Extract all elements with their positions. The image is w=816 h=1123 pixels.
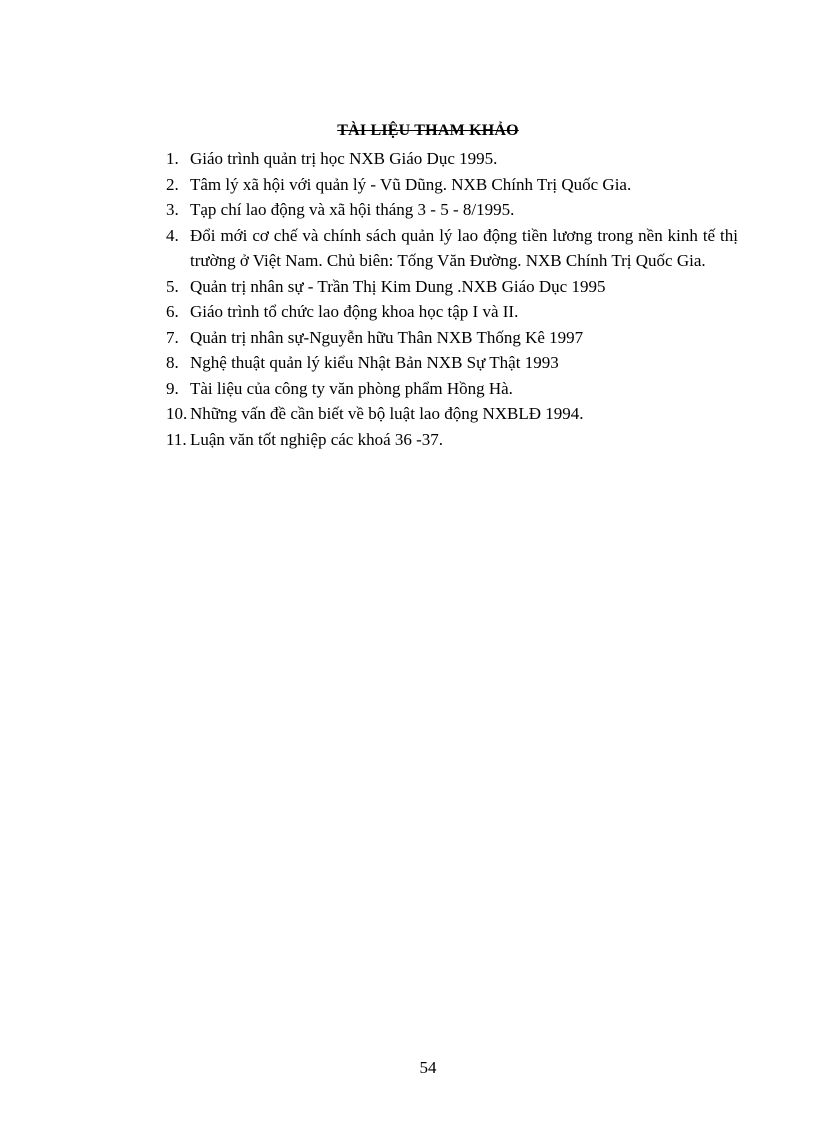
- reference-item: [166, 172, 738, 198]
- reference-number: 10.: [166, 404, 188, 423]
- reference-item: [166, 427, 738, 453]
- reference-text: Luận văn tốt nghiệp các khoá 36 -37.: [190, 429, 444, 449]
- reference-text: Tài liệu của công ty văn phòng phẩm Hồng Hà.: [190, 378, 513, 398]
- references-heading: TÀI LIỆU THAM KHẢO: [337, 122, 519, 139]
- reference-number: 3.: [166, 200, 179, 219]
- reference-item: [166, 299, 738, 325]
- reference-text: Giáo trình quản trị học NXB Giáo Dục 1995.: [190, 149, 498, 168]
- reference-text: Nghệ thuật quản lý kiểu Nhật Bản NXB Sự Thật 1993: [190, 353, 559, 372]
- reference-text: Những vấn đề cần biết về bộ luật lao động NXBLĐ 1994.: [190, 404, 584, 423]
- reference-number: 7.: [166, 327, 179, 347]
- reference-text: Quản trị nhân sự-Nguyễn hữu Thân NXB Thống Kê 1997: [190, 327, 584, 347]
- reference-number: 9.: [166, 378, 179, 398]
- reference-list: [166, 146, 738, 452]
- reference-number: 8.: [166, 353, 179, 372]
- reference-item: [166, 350, 738, 376]
- page-number: 54: [419, 1058, 437, 1077]
- reference-text: Đổi mới cơ chế và chính sách quản lý lao động tiền lương trong nền kinh tế thị trường ở Việt Nam. Chủ biên: Tống Văn Đường. NXB Chính Trị Quốc Gia.: [190, 225, 738, 270]
- reference-item: [166, 325, 738, 351]
- reference-number: 1.: [166, 149, 179, 168]
- reference-number: 6.: [166, 302, 179, 321]
- reference-text: Quản trị nhân sự - Trần Thị Kim Dung .NXB Giáo Dục 1995: [190, 276, 606, 296]
- reference-text: Giáo trình tổ chức lao động khoa học tập I và II.: [190, 302, 519, 321]
- reference-item: [166, 223, 738, 274]
- reference-text: Tạp chí lao động và xã hội tháng 3 - 5 - 8/1995.: [190, 200, 515, 219]
- reference-item: [166, 146, 738, 172]
- reference-number: 4.: [166, 225, 179, 245]
- reference-number: 11.: [166, 429, 187, 449]
- reference-text: Tâm lý xã hội với quản lý - Vũ Dũng. NXB Chính Trị Quốc Gia.: [190, 174, 632, 194]
- reference-number: 5.: [166, 276, 179, 296]
- reference-item: [166, 376, 738, 402]
- reference-number: 2.: [166, 174, 179, 194]
- reference-item: [166, 401, 738, 427]
- reference-item: [166, 274, 738, 300]
- reference-item: [166, 197, 738, 223]
